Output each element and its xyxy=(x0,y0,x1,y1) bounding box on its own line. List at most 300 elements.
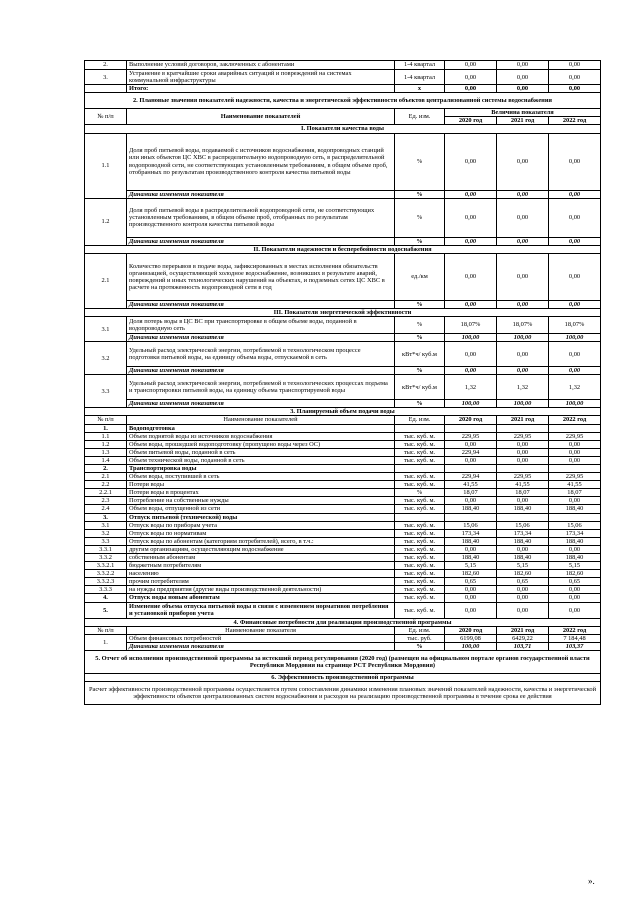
indicator-name: Отпуск питьевой (технической) воды xyxy=(127,513,395,521)
unit-cell xyxy=(395,424,445,432)
header-number: № п/п xyxy=(85,626,127,634)
group-title: III. Показатели энергетической эффективности xyxy=(85,308,601,316)
header-name: Наименование показателя xyxy=(127,626,395,634)
value-cell: 0,00 xyxy=(549,594,601,602)
unit-cell: % xyxy=(395,400,445,408)
table-row xyxy=(85,570,601,578)
indicator-name: Доля проб питьевой воды в распределительной водопроводной сети, не соответствующих установленным требованиям, в общем объеме проб, отобранных по результатам производственного контроля качества питьевой воды xyxy=(127,198,395,237)
value-cell: 182,60 xyxy=(497,570,549,578)
unit-cell: тыс. куб. м. xyxy=(395,578,445,586)
row-number: 3.3.2.1 xyxy=(85,562,127,570)
row-number: 3.3 xyxy=(85,537,127,545)
value-cell: 15,06 xyxy=(445,521,497,529)
unit-cell: тыс. куб. м. xyxy=(395,456,445,464)
value-cell: 0,00 xyxy=(549,237,601,245)
value-cell: 0,00 xyxy=(445,602,497,618)
value-cell: 0,00 xyxy=(445,198,497,237)
value-cell: 173,34 xyxy=(549,529,601,537)
value-cell: 0,00 xyxy=(549,456,601,464)
value-cell: 0,00 xyxy=(549,300,601,308)
dynamics-row xyxy=(85,400,601,408)
dynamics-label: Динамика изменения показателя xyxy=(127,334,395,342)
value-cell: 41,55 xyxy=(445,481,497,489)
indicator-name: Отпуск воды новым абонентам xyxy=(127,594,395,602)
value-cell: 0,00 xyxy=(497,61,549,70)
value-cell: 18,07 xyxy=(549,489,601,497)
dynamics-row xyxy=(85,334,601,342)
value-cell: 182,60 xyxy=(549,570,601,578)
indicator-name: Отпуск воды по нормативам xyxy=(127,529,395,537)
value-cell: 182,60 xyxy=(445,570,497,578)
table-row xyxy=(85,562,601,570)
table-row xyxy=(85,424,601,432)
indicator-name: Выполнение условий договоров, заключенных с абонентами xyxy=(127,61,395,70)
row-number: 1.1 xyxy=(85,133,127,198)
unit-cell: % xyxy=(395,190,445,198)
table-row xyxy=(85,440,601,448)
unit-cell: тыс. куб. м. xyxy=(395,473,445,481)
value-cell: 0,00 xyxy=(497,456,549,464)
table-row xyxy=(85,529,601,537)
value-cell: 0,00 xyxy=(497,198,549,237)
value-cell: 41,55 xyxy=(497,481,549,489)
value-cell: 0,00 xyxy=(445,300,497,308)
value-cell: 0,00 xyxy=(549,190,601,198)
indicator-name: Транспортировка воды xyxy=(127,464,395,472)
unit-cell: х xyxy=(395,85,445,93)
value-cell: 0,65 xyxy=(497,578,549,586)
section-title-row xyxy=(85,408,601,416)
table-row xyxy=(85,602,601,618)
unit-cell: кВт*ч/ куб.м xyxy=(395,342,445,367)
table-row xyxy=(85,481,601,489)
table-row xyxy=(85,537,601,545)
header-number: № п/п xyxy=(85,416,127,424)
table-row xyxy=(85,578,601,586)
value-cell: 1,32 xyxy=(497,375,549,400)
header-year: 2021 год xyxy=(497,416,549,424)
indicator-name: Отпуск воды по абонентам (категориям потребителей), всего, в т.ч.: xyxy=(127,537,395,545)
value-cell: 0,00 xyxy=(445,367,497,375)
header-year: 2022 год xyxy=(549,416,601,424)
row-number: 1.3 xyxy=(85,448,127,456)
value-cell: 0,00 xyxy=(497,70,549,85)
end-mark: ». xyxy=(588,876,595,886)
document xyxy=(84,60,600,705)
group-row xyxy=(85,308,601,316)
unit-cell xyxy=(395,464,445,472)
row-number: 2.1 xyxy=(85,473,127,481)
value-cell: 0,00 xyxy=(445,70,497,85)
value-cell xyxy=(445,513,497,521)
indicator-name: Количество перерывов в подаче воды, зафиксированных в местах исполнения обязательств организацией, осуществляющей холодное водоснабжение, возникших в результате аварий, повреждений и иных технологических нарушений на объектах, и подземных сетях ЦС ХВС в расчете на протяженность водопроводной сети в год xyxy=(127,253,395,300)
value-cell: 0,00 xyxy=(497,594,549,602)
value-cell: 100,00 xyxy=(497,400,549,408)
dynamics-row xyxy=(85,237,601,245)
value-cell: 0,00 xyxy=(497,342,549,367)
row-number: 2. xyxy=(85,61,127,70)
value-cell: 18,07 xyxy=(497,489,549,497)
table-row xyxy=(85,70,601,85)
indicator-name: Потребление на собственные нужды xyxy=(127,497,395,505)
indicator-name: Изменение объема отпуска питьевой воды в связи с изменением нормативов потребления и установкой приборов учета xyxy=(127,602,395,618)
table-row xyxy=(85,489,601,497)
section-3-title: 3. Планируемый объем подачи воды xyxy=(85,408,601,416)
value-cell xyxy=(445,464,497,472)
unit-cell: тыс. куб. м. xyxy=(395,537,445,545)
value-cell: 0,00 xyxy=(549,497,601,505)
value-cell: 100,00 xyxy=(549,400,601,408)
unit-cell: тыс. куб. м. xyxy=(395,586,445,594)
indicator-name: Доля проб питьевой воды, подаваемой с источников водоснабжения, водопроводных станций или иных объектов ЦС ХВС в распределительную водопроводную сеть, в распределительной водопроводной сети, не соответствующих установленным требованиям, в общем объеме проб, отобранных по результатам производственного контроля качества питьевой воды xyxy=(127,133,395,190)
value-cell: 229,95 xyxy=(445,432,497,440)
row-number: 2.4 xyxy=(85,505,127,513)
value-cell: 15,06 xyxy=(549,521,601,529)
indicator-name: другим организациям, осуществляющим водоснабжение xyxy=(127,545,395,553)
value-cell: 0,00 xyxy=(549,70,601,85)
value-cell: 173,34 xyxy=(497,529,549,537)
value-cell: 188,40 xyxy=(497,554,549,562)
header-number: № п/п xyxy=(85,109,127,125)
row-number: 3.3.1 xyxy=(85,545,127,553)
table-row xyxy=(85,61,601,70)
value-cell: 0,00 xyxy=(497,237,549,245)
section-5-title: 5. Отчет об исполнении производственной программы за истекший период регулирования (2020 год) (размещен на официальном портале органов государственной власти Республики Мордовия на странице РСТ Республики Мордовия) xyxy=(85,650,601,673)
value-cell: 188,40 xyxy=(497,537,549,545)
value-cell: 100,00 xyxy=(549,334,601,342)
row-number: 1.2 xyxy=(85,198,127,245)
section-4-title: 4. Финансовые потребности для реализации производственной программы xyxy=(85,618,601,626)
table-row xyxy=(85,464,601,472)
value-cell: 0,00 xyxy=(445,545,497,553)
row-number: 3.3.2 xyxy=(85,554,127,562)
indicator-row xyxy=(85,375,601,400)
section-title-row xyxy=(85,673,601,681)
value-cell: 100,00 xyxy=(497,334,549,342)
row-number: 1.1 xyxy=(85,432,127,440)
value-cell: 229,95 xyxy=(549,432,601,440)
header-name: Наименование показателей xyxy=(127,109,395,125)
value-cell: 0,00 xyxy=(497,300,549,308)
value-cell: 0,00 xyxy=(497,253,549,300)
unit-cell: тыс. куб. м. xyxy=(395,481,445,489)
header-year: 2022 год xyxy=(549,626,601,634)
value-cell: 188,40 xyxy=(549,537,601,545)
dynamics-label: Динамика изменения показателя xyxy=(127,190,395,198)
header-values: Величина показателя xyxy=(445,109,601,117)
value-cell: 0,00 xyxy=(445,61,497,70)
unit-cell: % xyxy=(395,367,445,375)
unit-cell: тыс. руб. xyxy=(395,634,445,642)
row-number: 1. xyxy=(85,424,127,432)
value-cell: 0,00 xyxy=(497,586,549,594)
value-cell: 0,00 xyxy=(445,133,497,190)
row-number: 1.4 xyxy=(85,456,127,464)
group-row xyxy=(85,245,601,253)
value-cell: 0,00 xyxy=(445,253,497,300)
value-cell xyxy=(497,424,549,432)
header-year: 2020 год xyxy=(445,117,497,125)
value-cell: 7 184,48 xyxy=(549,634,601,642)
section-title-row xyxy=(85,650,601,673)
section-2-title: 2. Плановые значения показателей надежности, качества и энергетической эффективности объектов централизованной системы водоснабжения xyxy=(85,93,601,109)
indicator-name: Водоподготовка xyxy=(127,424,395,432)
main-table-body xyxy=(85,61,601,705)
value-cell: 0,00 xyxy=(445,85,497,93)
header-row xyxy=(85,626,601,634)
row-number: 2.1 xyxy=(85,253,127,308)
header-unit: Ед. изм. xyxy=(395,626,445,634)
total-row xyxy=(85,85,601,93)
header-unit: Ед. изм. xyxy=(395,416,445,424)
indicator-name: бюджетным потребителям xyxy=(127,562,395,570)
row-number xyxy=(85,85,127,93)
value-cell: 188,40 xyxy=(497,505,549,513)
header-row xyxy=(85,416,601,424)
value-cell: 15,06 xyxy=(497,521,549,529)
row-number: 5. xyxy=(85,602,127,618)
value-cell: 188,40 xyxy=(445,554,497,562)
indicator-name: Устранение в кратчайшие сроки аварийных ситуаций и повреждений на системах коммунальной инфраструктуры xyxy=(127,70,395,85)
row-number: 4. xyxy=(85,594,127,602)
value-cell: 5,15 xyxy=(549,562,601,570)
value-cell: 188,40 xyxy=(445,505,497,513)
value-cell: 0,65 xyxy=(549,578,601,586)
value-cell: 0,00 xyxy=(497,497,549,505)
value-cell: 188,40 xyxy=(549,505,601,513)
value-cell: 1,32 xyxy=(549,375,601,400)
value-cell: 0,00 xyxy=(549,448,601,456)
header-year: 2020 год xyxy=(445,416,497,424)
row-number: 3.3.2.2 xyxy=(85,570,127,578)
row-number: 3.3.3 xyxy=(85,586,127,594)
row-number: 1. xyxy=(85,634,127,650)
value-cell xyxy=(445,424,497,432)
indicator-row xyxy=(85,133,601,190)
value-cell xyxy=(497,464,549,472)
dynamics-row xyxy=(85,367,601,375)
row-number: 3.3 xyxy=(85,375,127,408)
value-cell: 1,32 xyxy=(445,375,497,400)
row-number: 1.2 xyxy=(85,440,127,448)
value-cell: 0,00 xyxy=(445,440,497,448)
table-row xyxy=(85,473,601,481)
value-cell: 103,71 xyxy=(497,642,549,650)
table-row xyxy=(85,448,601,456)
row-number: 3.3.2.3 xyxy=(85,578,127,586)
header-year: 2021 год xyxy=(497,626,549,634)
value-cell: 173,34 xyxy=(445,529,497,537)
dynamics-label: Динамика изменения показателя xyxy=(127,237,395,245)
dynamics-label: Динамика изменения показателя xyxy=(127,367,395,375)
value-cell: 18,07% xyxy=(445,317,497,334)
table-row xyxy=(85,634,601,642)
value-cell: 6199,08 xyxy=(445,634,497,642)
value-cell: 0,00 xyxy=(549,586,601,594)
value-cell: 0,00 xyxy=(549,85,601,93)
value-cell: 188,40 xyxy=(549,554,601,562)
unit-cell: 1-4 квартал xyxy=(395,61,445,70)
indicator-row xyxy=(85,317,601,334)
group-title: II. Показатели надежности и бесперебойности водоснабжения xyxy=(85,245,601,253)
table-row xyxy=(85,545,601,553)
indicator-name: собственным абонентам xyxy=(127,554,395,562)
row-number: 2.3 xyxy=(85,497,127,505)
value-cell xyxy=(549,424,601,432)
indicator-name: Объем технической воды, поданной в сеть xyxy=(127,456,395,464)
value-cell: 0,00 xyxy=(549,198,601,237)
value-cell: 229,94 xyxy=(445,448,497,456)
value-cell: 0,00 xyxy=(445,586,497,594)
unit-cell: кВт*ч/ куб.м xyxy=(395,375,445,400)
indicator-name: Объем поднятой воды из источников водоснабжения xyxy=(127,432,395,440)
unit-cell: % xyxy=(395,489,445,497)
indicator-name: Объем воды, прошедшей водоподготовку (пропущено воды через ОС) xyxy=(127,440,395,448)
indicator-name: Объем воды, поступившей в сеть xyxy=(127,473,395,481)
table-row xyxy=(85,456,601,464)
value-cell: 0,00 xyxy=(497,367,549,375)
dynamics-label: Динамика изменения показателя xyxy=(127,300,395,308)
header-unit: Ед. изм. xyxy=(395,109,445,125)
unit-cell: тыс. куб. м. xyxy=(395,448,445,456)
unit-cell: % xyxy=(395,237,445,245)
header-name: Наименование показателей xyxy=(127,416,395,424)
row-number: 3.2 xyxy=(85,342,127,375)
value-cell: 0,00 xyxy=(497,85,549,93)
indicator-name: Удельный расход электрической энергии, потребляемой в технологическом процессе подготовки питьевой воды, на единицу объема воды, отпускаемой в сеть xyxy=(127,342,395,367)
indicator-name: Удельный расход электрической энергии, потребляемой в технологических процессах подъема и транспортировки питьевой воды, на единицу объема транспортируемой воды xyxy=(127,375,395,400)
unit-cell: % xyxy=(395,642,445,650)
value-cell: 18,07% xyxy=(549,317,601,334)
value-cell: 0,00 xyxy=(497,545,549,553)
value-cell xyxy=(549,513,601,521)
value-cell: 188,40 xyxy=(445,537,497,545)
unit-cell: % xyxy=(395,317,445,334)
value-cell: 0,00 xyxy=(549,61,601,70)
indicator-name: Объем питьевой воды, поданной в сеть xyxy=(127,448,395,456)
indicator-name: Потери воды xyxy=(127,481,395,489)
section-6-title: 6. Эффективность производственной программы xyxy=(85,673,601,681)
unit-cell: тыс. куб. м. xyxy=(395,602,445,618)
row-number: 2.2.1 xyxy=(85,489,127,497)
group-row xyxy=(85,125,601,133)
indicator-name: Объем финансовых потребностей xyxy=(127,634,395,642)
indicator-name: Потери воды в процентах xyxy=(127,489,395,497)
value-cell: 0,00 xyxy=(549,133,601,190)
unit-cell: тыс. куб. м. xyxy=(395,521,445,529)
table-row xyxy=(85,554,601,562)
value-cell: 0,00 xyxy=(497,440,549,448)
value-cell: 0,00 xyxy=(497,190,549,198)
unit-cell: 1-4 квартал xyxy=(395,70,445,85)
header-row xyxy=(85,109,601,117)
value-cell: 0,65 xyxy=(445,578,497,586)
value-cell: 0,00 xyxy=(497,133,549,190)
indicator-name: на нужды предприятия (другие виды производственной деятельности) xyxy=(127,586,395,594)
unit-cell: ед./км xyxy=(395,253,445,300)
value-cell: 18,07 xyxy=(445,489,497,497)
value-cell: 0,00 xyxy=(445,237,497,245)
table-row xyxy=(85,513,601,521)
value-cell: 18,07% xyxy=(497,317,549,334)
row-number: 3.2 xyxy=(85,529,127,537)
indicator-name: Отпуск воды по приборам учета xyxy=(127,521,395,529)
value-cell: 41,55 xyxy=(549,481,601,489)
indicator-row xyxy=(85,253,601,300)
header-year: 2022 год xyxy=(549,117,601,125)
table-row xyxy=(85,497,601,505)
value-cell: 0,00 xyxy=(497,602,549,618)
unit-cell: % xyxy=(395,198,445,237)
value-cell: 0,00 xyxy=(445,456,497,464)
value-cell: 5,15 xyxy=(445,562,497,570)
row-number: 2.2 xyxy=(85,481,127,489)
value-cell: 0,00 xyxy=(445,594,497,602)
unit-cell: % xyxy=(395,334,445,342)
value-cell: 229,94 xyxy=(445,473,497,481)
unit-cell: тыс. куб. м. xyxy=(395,432,445,440)
unit-cell: % xyxy=(395,300,445,308)
row-number: 3.1 xyxy=(85,521,127,529)
unit-cell: тыс. куб. м. xyxy=(395,554,445,562)
table-row xyxy=(85,432,601,440)
table-row xyxy=(85,594,601,602)
value-cell: 6429,22 xyxy=(497,634,549,642)
value-cell: 0,00 xyxy=(445,497,497,505)
unit-cell: тыс. куб. м. xyxy=(395,440,445,448)
unit-cell: тыс. куб. м. xyxy=(395,505,445,513)
total-label: Итого: xyxy=(127,85,395,93)
value-cell: 229,95 xyxy=(497,473,549,481)
value-cell: 0,00 xyxy=(549,253,601,300)
row-number: 2. xyxy=(85,464,127,472)
table-row xyxy=(85,586,601,594)
section-title-row xyxy=(85,618,601,626)
value-cell: 0,00 xyxy=(445,190,497,198)
value-cell: 5,15 xyxy=(497,562,549,570)
indicator-row xyxy=(85,198,601,237)
table-row xyxy=(85,505,601,513)
main-table xyxy=(84,60,601,705)
value-cell: 0,00 xyxy=(549,342,601,367)
unit-cell: тыс. куб. м. xyxy=(395,594,445,602)
row-number: 3. xyxy=(85,70,127,85)
unit-cell: тыс. куб. м. xyxy=(395,529,445,537)
indicator-name: прочим потребителям xyxy=(127,578,395,586)
dynamics-row xyxy=(85,300,601,308)
dynamics-row xyxy=(85,190,601,198)
value-cell xyxy=(497,513,549,521)
header-year: 2020 год xyxy=(445,626,497,634)
table-row xyxy=(85,521,601,529)
unit-cell: % xyxy=(395,133,445,190)
value-cell: 103,37 xyxy=(549,642,601,650)
value-cell: 0,00 xyxy=(549,367,601,375)
value-cell xyxy=(549,464,601,472)
unit-cell: тыс. куб. м. xyxy=(395,562,445,570)
value-cell: 0,00 xyxy=(497,448,549,456)
unit-cell xyxy=(395,513,445,521)
unit-cell: тыс. куб. м. xyxy=(395,570,445,578)
value-cell: 0,00 xyxy=(549,545,601,553)
group-title: I. Показатели качества воды xyxy=(85,125,601,133)
value-cell: 0,00 xyxy=(549,440,601,448)
value-cell: 100,00 xyxy=(445,400,497,408)
value-cell: 100,00 xyxy=(445,642,497,650)
value-cell: 229,95 xyxy=(549,473,601,481)
text-row xyxy=(85,682,601,705)
dynamics-row xyxy=(85,642,601,650)
